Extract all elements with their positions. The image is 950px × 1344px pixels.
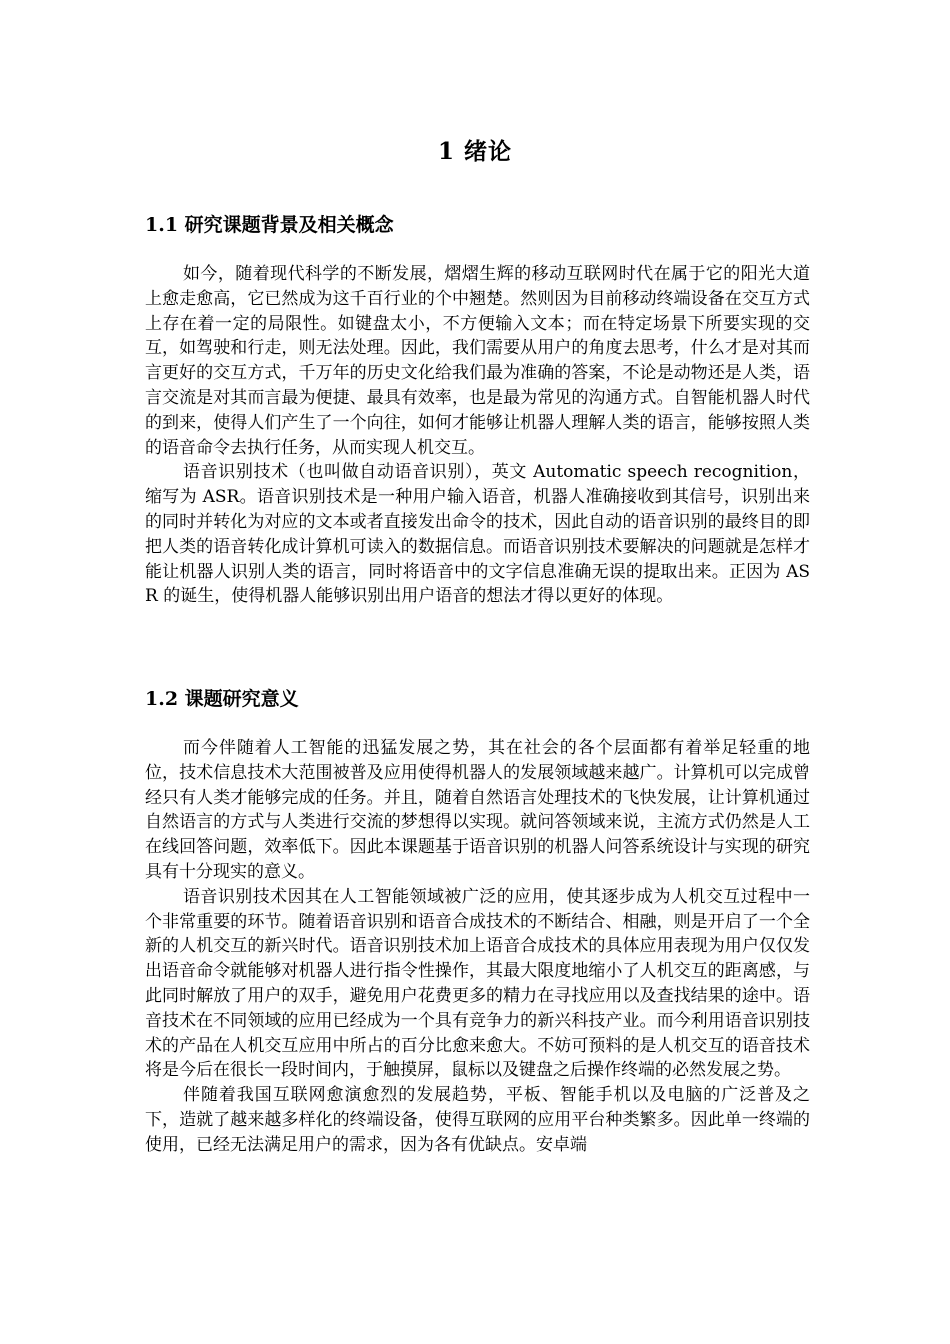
- chapter-title: 1 绪论: [437, 138, 512, 165]
- section-body-1-1: [145, 262, 810, 609]
- section-body-1-2: [145, 736, 810, 1158]
- paragraph: 伴随着我国互联网愈演愈烈的发展趋势，平板、智能手机以及电脑的广泛普及之下，造就了越来越多样化的终端设备，使得互联网的应用平台种类繁多。因此单一终端的使用，已经无法满足用户的需求，因为各有优缺点。安卓端: [145, 1085, 810, 1155]
- section-heading-1-1: 1.1 研究课题背景及相关概念: [145, 214, 394, 236]
- paragraph: 而今伴随着人工智能的迅猛发展之势，其在社会的各个层面都有着举足轻重的地位，技术信息技术大范围被普及应用使得机器人的发展领域越来越广。计算机可以完成曾经只有人类才能够完成的任务。并且，随着自然语言处理技术的飞快发展，让计算机通过自然语言的方式与人类进行交流的梦想得以实现。就问答领域来说，主流方式仍然是人工在线回答问题，效率低下。因此本课题基于语音识别的机器人问答系统设计与实现的研究具有十分现实的意义。: [145, 738, 810, 882]
- section-heading-1-2: 1.2 课题研究意义: [145, 688, 299, 710]
- paragraph: 语音识别技术因其在人工智能领域被广泛的应用，使其逐步成为人机交互过程中一个非常重要的环节。随着语音识别和语音合成技术的不断结合、相融，则是开启了一个全新的人机交互的新兴时代。语音识别技术加上语音合成技术的具体应用表现为用户仅仅发出语音命令就能够对机器人进行指令性操作，其最大限度地缩小了人机交互的距离感，与此同时解放了用户的双手，避免用户花费更多的精力在寻找应用以及查找结果的途中。语音技术在不同领域的应用已经成为一个具有竞争力的新兴科技产业。而今利用语音识别技术的产品在人机交互应用中所占的百分比愈来愈大。不妨可预料的是人机交互的语音技术将是今后在很长一段时间内，于触摸屏，鼠标以及键盘之后操作终端的必然发展之势。: [145, 886, 810, 1081]
- paragraph: 如今，随着现代科学的不断发展，熠熠生辉的移动互联网时代在属于它的阳光大道上愈走愈高，它已然成为这千百行业的个中翘楚。然则因为目前移动终端设备在交互方式上存在着一定的局限性。如键盘太小，不方便输入文本；而在特定场景下所要实现的交互，如驾驶和行走，则无法处理。因此，我们需要从用户的角度去思考，什么才是对其而言更好的交互方式，千万年的历史文化给我们最为准确的答案，不论是动物还是人类，语言交流是对其而言最为便捷、最具有效率，也是最为常见的沟通方式。自智能机器人时代的到来，使得人们产生了一个向往，如何才能够让机器人理解人类的语言，能够按照人类的语音命令去执行任务，从而实现人机交互。: [145, 264, 810, 458]
- paragraph: 语音识别技术（也叫做自动语音识别），英文 Automatic speech recognition，缩写为 ASR。语音识别技术是一种用户输入语音，机器人准确接收到其信号，识别出来的同时并转化为对应的文本或者直接发出命令的技术，因此自动的语音识别的最终目的即把人类的语音转化成计算机可读入的数据信息。而语音识别技术要解决的问题就是怎样才能让机器人识别人类的语言，同时将语音中的文字信息准确无误的提取出来。正因为 ASR 的诞生，使得机器人能够识别出用户语音的想法才得以更好的体现。: [145, 462, 810, 607]
